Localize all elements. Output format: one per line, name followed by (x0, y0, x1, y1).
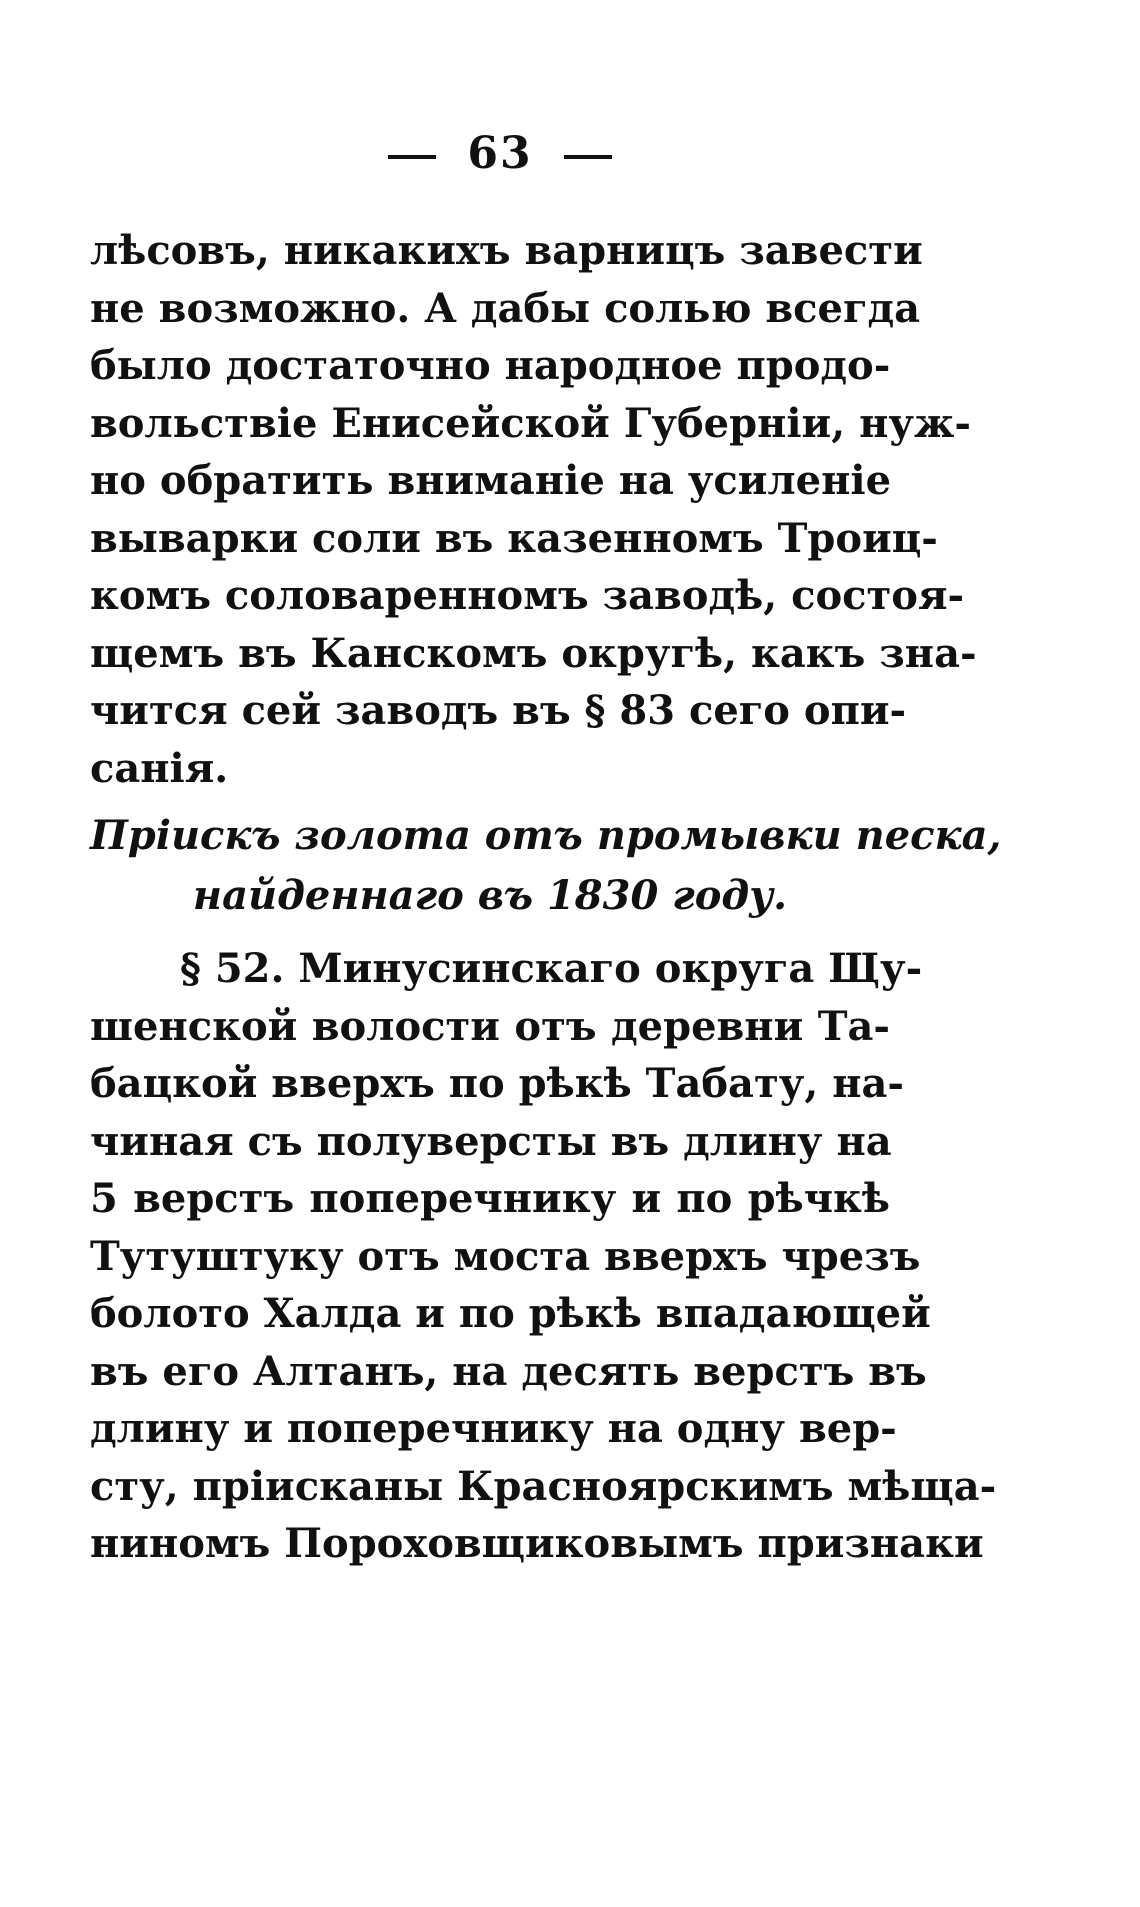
paragraph-continued (90, 222, 977, 797)
text-line: лѣсовъ, никакихъ варницъ завести (90, 227, 923, 274)
text-line: не возможно. А дабы солью всегда (90, 284, 921, 332)
page-header (0, 128, 1000, 179)
text-line: санія. (90, 744, 229, 792)
text-line: комъ соловаренномъ заводѣ, состоя- (90, 572, 965, 619)
text-line: въ его Алтанъ, на десять верстъ въ (90, 1347, 927, 1395)
text-line: § 52. Минусинскаго округа Щу- (180, 945, 923, 992)
text-line: бацкой вверхъ по рѣкѣ Табату, на- (90, 1060, 905, 1107)
heading-line: Пріискъ золота отъ промывки песка, (90, 812, 1002, 859)
header-dash-right (564, 155, 612, 159)
text-line: выварки соли въ казенномъ Троиц- (90, 514, 938, 562)
text-line: болото Халда и по рѣкѣ впадающей (90, 1290, 931, 1337)
section-heading (90, 806, 1002, 926)
text-line: чится сей заводъ въ § 83 сего опи- (90, 687, 907, 734)
text-line: сту, пріисканы Красноярскимъ мѣща- (90, 1462, 997, 1510)
paragraph-section-52 (90, 940, 997, 1573)
text-line: длину и поперечнику на одну вер- (90, 1405, 897, 1452)
header-dash-left (388, 155, 436, 159)
text-line: чиная съ полуверсты въ длину на (90, 1117, 892, 1165)
text-line: но обратить вниманіе на усиленіе (90, 457, 892, 504)
text-line: 5 верстъ поперечнику и по рѣчкѣ (90, 1175, 890, 1222)
text-line: шенской волости отъ деревни Та- (90, 1002, 890, 1050)
text-line: вольствіе Енисейской Губерніи, нуж- (90, 399, 971, 447)
heading-line: найденнаго въ 1830 году. (192, 872, 788, 919)
text-line: было достаточно народное продо- (90, 342, 891, 389)
text-line: Тутуштуку отъ моста вверхъ чрезъ (90, 1232, 921, 1280)
page-number: 63 (467, 128, 533, 179)
text-line: ниномъ Пороховщиковымъ признаки (90, 1520, 984, 1567)
text-line: щемъ въ Канскомъ округѣ, какъ зна- (90, 629, 977, 677)
